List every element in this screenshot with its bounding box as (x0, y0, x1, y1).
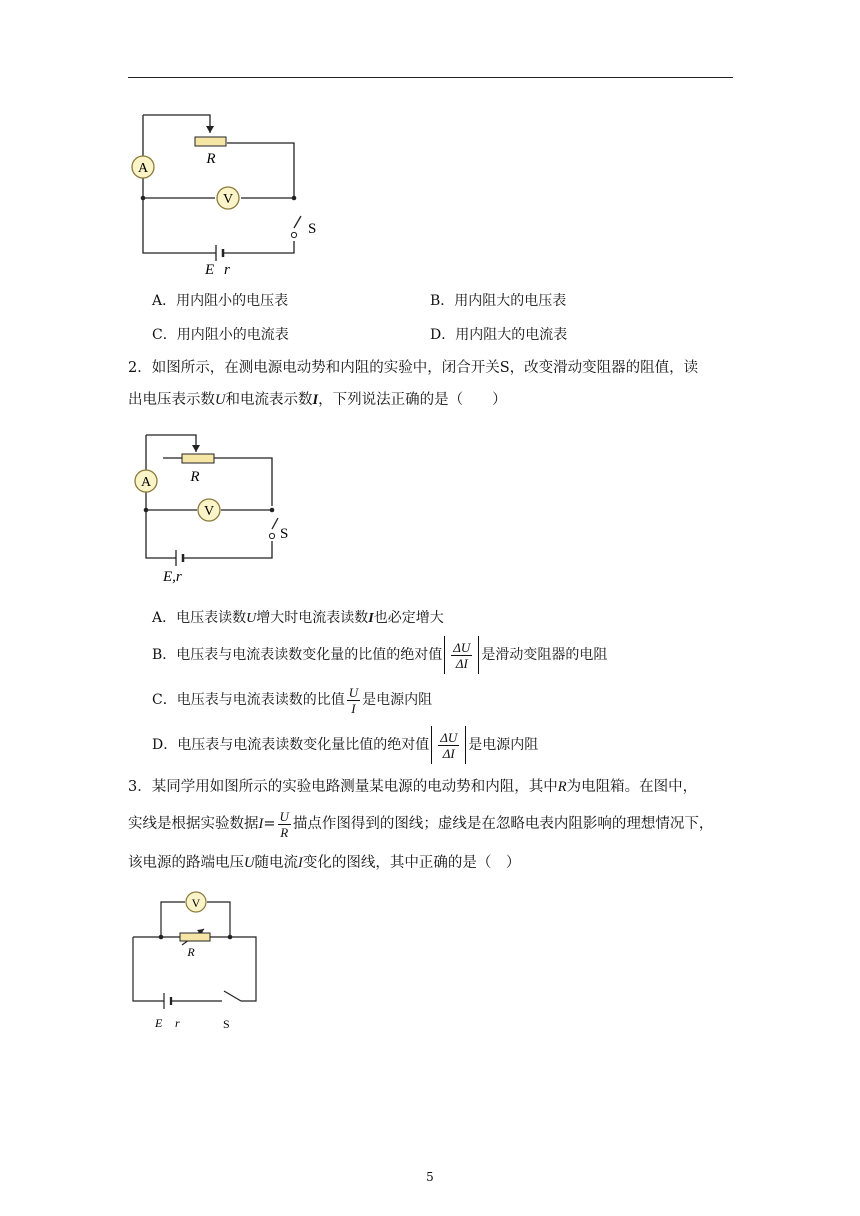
equals-sign: = (263, 816, 276, 832)
fraction (278, 809, 291, 840)
option-text: D．电压表与电流表读数变化量比值的绝对值 (152, 737, 430, 753)
symbol-r: R (557, 779, 567, 795)
q2-stem-text: 和电流表示数 (225, 392, 313, 408)
q2-option-b[interactable] (152, 636, 607, 674)
fraction-denominator: ΔI (442, 745, 455, 761)
q1-option-c[interactable]: C．用内阻小的电流表 (152, 327, 289, 343)
voltmeter-label: V (203, 504, 215, 519)
option-text: 是滑动变阻器的电阻 (481, 647, 608, 663)
switch-label: S (280, 526, 289, 542)
header-rule (128, 77, 733, 78)
fraction-numerator: ΔU (440, 729, 458, 745)
fraction (347, 685, 360, 716)
q3-stem-text: 描点作图得到的图线；虚线是在忽略电表内阻影响的理想情况下， (292, 816, 714, 832)
switch-label: S (223, 1017, 230, 1031)
fraction-numerator: U (348, 684, 359, 700)
symbol-u: U (215, 392, 226, 408)
option-text: 是电源内阻 (468, 737, 539, 753)
q3-stem-text: 3．某同学用如图所示的实验电路测量某电源的电动势和内阻，其中 (128, 779, 558, 795)
symbol-i: I (312, 392, 319, 408)
symbol-i: I (368, 611, 374, 626)
abs-fraction (444, 636, 479, 674)
option-text: 也必定增大 (373, 610, 444, 626)
emf-internal-resistance-label: E,r (163, 569, 182, 585)
q2-option-a[interactable] (152, 608, 444, 629)
ammeter-label: A (137, 161, 149, 176)
q3-stem-line2 (128, 805, 713, 843)
q3-stem-line1 (128, 776, 697, 798)
fraction-denominator: ΔI (455, 655, 468, 671)
q1-option-b[interactable]: B．用内阻大的电压表 (430, 293, 567, 309)
page-number: 5 (426, 1170, 434, 1184)
option-text: C．电压表与电流表读数的比值 (152, 692, 345, 708)
resistance-box-label: R (187, 945, 195, 959)
ammeter-label: A (140, 475, 152, 490)
q2-stem-line2 (128, 389, 507, 411)
switch-label: S (308, 221, 317, 237)
q3-stem-text: 实线是根据实验数据 (128, 816, 259, 832)
voltmeter-label: V (222, 192, 234, 207)
rheostat-label: R (206, 151, 216, 167)
voltmeter-label: V (191, 896, 201, 910)
internal-resistance-label: r (224, 262, 230, 278)
q1-option-d[interactable]: D．用内阻大的电流表 (430, 327, 568, 343)
q2-stem-line1: 2．如图所示，在测电源电动势和内阻的实验中，闭合开关S，改变滑动变阻器的阻值，读 (128, 360, 699, 376)
internal-resistance-label: r (175, 1016, 180, 1030)
symbol-u: U (244, 855, 255, 871)
symbol-i: I (258, 816, 264, 832)
emf-label: E (205, 262, 215, 278)
q2-stem-text: 出电压表示数 (128, 392, 215, 408)
option-text: B．电压表与电流表读数变化量的比值的绝对值 (152, 647, 443, 663)
option-text: A．电压表读数 (152, 610, 247, 626)
q3-stem-text: 变化的图线，其中正确的是（ ） (302, 855, 521, 871)
fraction-numerator: U (279, 808, 289, 824)
abs-fraction (431, 726, 466, 764)
q3-stem-text: 该电源的路端电压 (128, 855, 244, 871)
fraction-denominator: R (280, 824, 289, 840)
q3-circuit-diagram (128, 885, 268, 1035)
q3-stem-text: 为电阻箱。在图中， (566, 779, 698, 795)
q3-stem-line3 (128, 852, 520, 874)
emf-label: E (155, 1016, 163, 1030)
option-text: 是电源内阻 (362, 692, 433, 708)
fraction-numerator: ΔU (453, 639, 471, 655)
q2-option-c[interactable] (152, 681, 432, 719)
q2-circuit-diagram (128, 428, 308, 588)
symbol-i: I (297, 855, 303, 871)
option-text: 增大时电流表读数 (256, 610, 369, 626)
q1-option-a[interactable]: A．用内阻小的电压表 (152, 293, 289, 309)
q1-circuit-diagram (128, 108, 328, 278)
fraction-denominator: I (351, 700, 356, 716)
q2-option-d[interactable] (152, 726, 538, 764)
q2-stem-text: ，下列说法正确的是（ ） (318, 392, 507, 408)
symbol-u: U (246, 611, 257, 626)
q3-stem-text: 随电流 (254, 855, 298, 871)
rheostat-label: R (190, 469, 200, 485)
